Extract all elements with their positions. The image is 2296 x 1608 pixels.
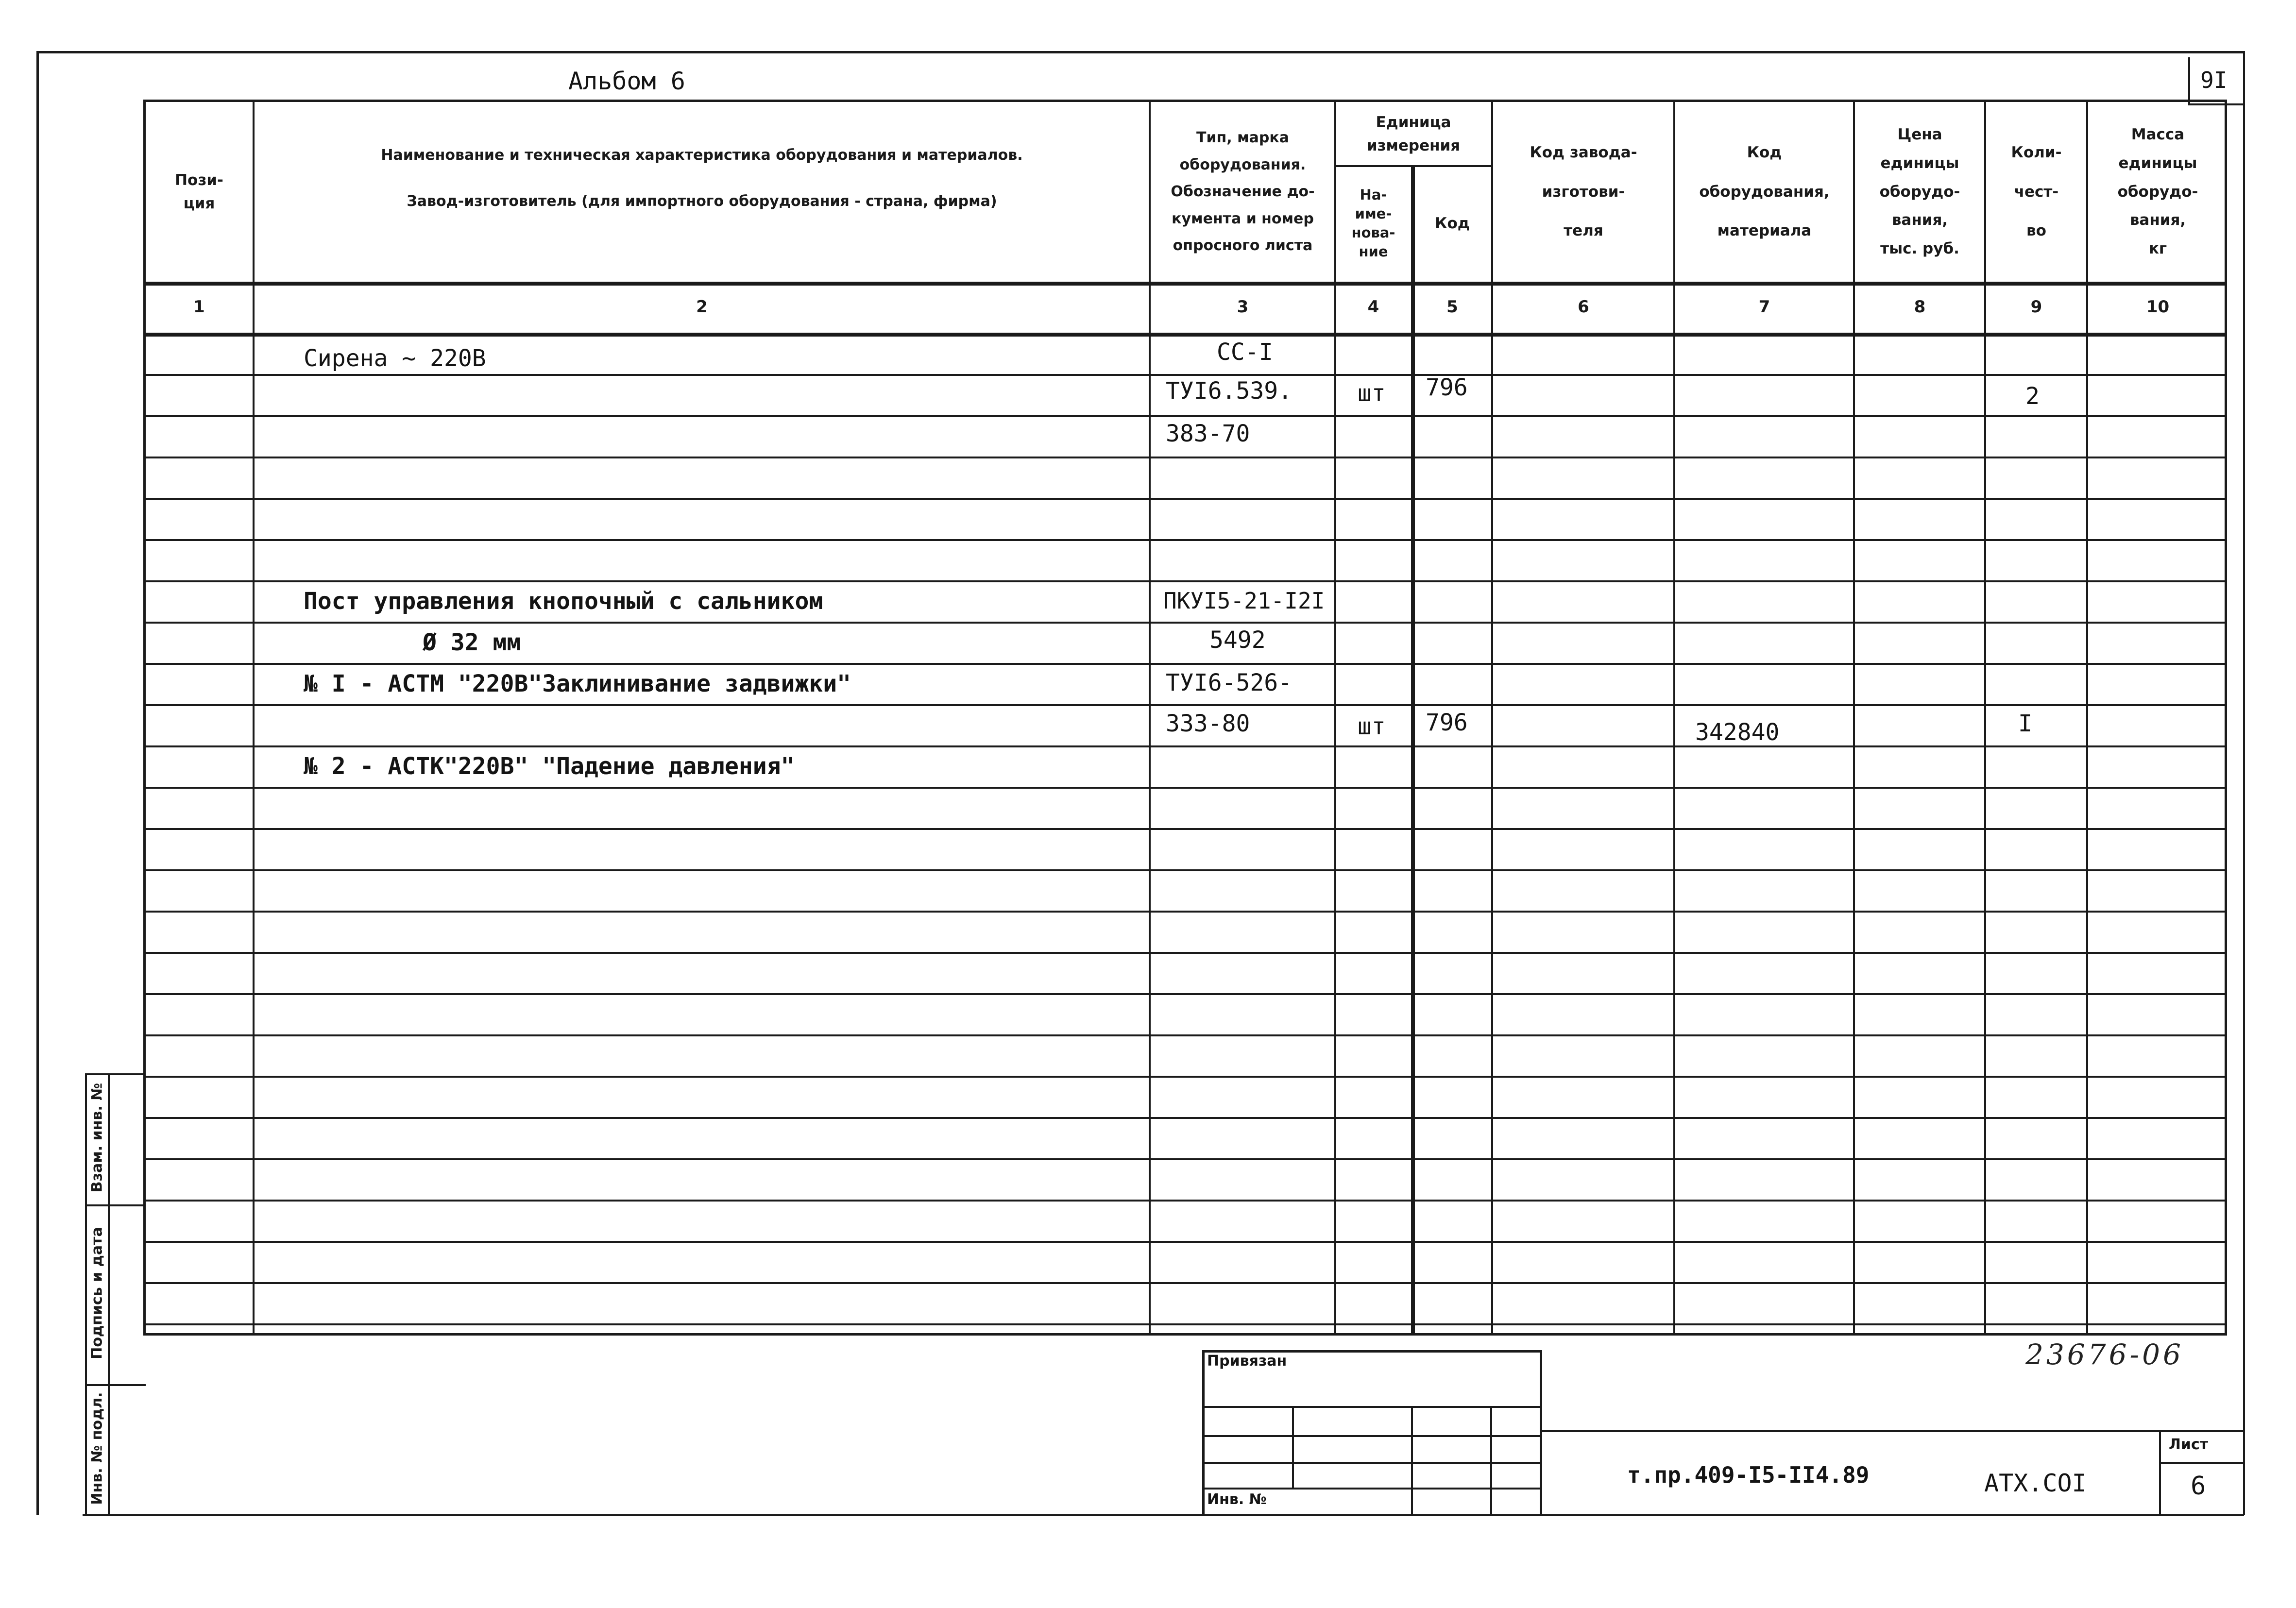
row11-name: № 2 - АСТК"220В" "Падение давления" <box>304 753 795 780</box>
row-line <box>143 1323 2227 1325</box>
row-line <box>143 828 2227 830</box>
header-position: Пози- ция <box>175 171 223 212</box>
header-price: Цена единицы оборудо- вания, тыс. руб. <box>1879 125 1960 258</box>
unit-subheader-line <box>1334 165 1491 167</box>
row7-name: Пост управления кнопочный с сальником <box>304 588 823 615</box>
row10-unit: шт <box>1358 713 1386 740</box>
colnum-3: 3 <box>1237 297 1249 317</box>
side-label-inv: Инв. № подл. <box>88 1392 106 1505</box>
row-line <box>143 869 2227 871</box>
row-line <box>143 374 2227 376</box>
sheet-number: 6 <box>2191 1472 2206 1501</box>
row-line <box>143 704 2227 706</box>
row1-type: СС-I <box>1217 339 1273 366</box>
row-line <box>143 1200 2227 1202</box>
row1-name: Сирена ~ 220В <box>304 345 486 372</box>
album-title: Альбом 6 <box>568 67 685 95</box>
sheet-label: Лист <box>2169 1436 2209 1453</box>
stamp-vline-2 <box>1411 1406 1413 1515</box>
row-line <box>143 1158 2227 1160</box>
colnum-4: 4 <box>1367 297 1379 317</box>
row10-equipment-code: 342840 <box>1695 719 1780 746</box>
side-label-vzam: Взам. инв. № <box>88 1083 106 1193</box>
doc-mark: АТХ.СОI <box>1984 1469 2087 1497</box>
header-manufacturer-code: Код завода- изготови- теля <box>1530 144 1637 240</box>
row8-type: 5492 <box>1209 626 1266 654</box>
row2-unit: шт <box>1358 380 1386 407</box>
row-line <box>143 580 2227 582</box>
row-line <box>143 663 2227 665</box>
header-unit-code: Код <box>1435 214 1470 232</box>
row3-type: 383-70 <box>1166 420 1250 447</box>
title-block-top <box>1542 1430 2244 1432</box>
header-name-a: Наименование и техническая характеристика оборудования и материалов. <box>381 146 1023 164</box>
stamp-vline-3 <box>1490 1406 1492 1515</box>
handwritten-number: 23676-06 <box>2025 1338 2184 1371</box>
header-unit-name: На- име- нова- ние <box>1351 186 1395 260</box>
colnum-9: 9 <box>2030 297 2042 317</box>
frame-right <box>2243 51 2245 1515</box>
colnum-1: 1 <box>193 297 205 317</box>
row-line <box>143 911 2227 913</box>
row-line <box>143 1241 2227 1243</box>
header-bottom-line <box>143 282 2227 286</box>
row-line <box>143 1117 2227 1119</box>
row-line <box>143 498 2227 500</box>
colnum-8: 8 <box>1914 297 1926 317</box>
row10-type: 333-80 <box>1166 710 1250 737</box>
header-name-b: Завод-изготовитель (для импортного оборудования - страна, фирма) <box>407 192 997 210</box>
row-line <box>143 993 2227 995</box>
row-line <box>143 622 2227 624</box>
row10-quantity: I <box>2018 710 2032 737</box>
sheet-cell-mid <box>2159 1462 2244 1464</box>
stamp-privyazan-label: Привязан <box>1207 1353 1287 1370</box>
row-line <box>143 415 2227 417</box>
row-line <box>143 1282 2227 1284</box>
row-line <box>143 787 2227 789</box>
colnum-5: 5 <box>1446 297 1458 317</box>
row-line <box>143 457 2227 458</box>
colnum-bottom-line <box>143 333 2227 337</box>
row10-unit-code: 796 <box>1426 709 1468 736</box>
row-line <box>143 539 2227 541</box>
header-unit: Единица измерения <box>1366 113 1461 154</box>
row7-type: ПКУI5-21-I2I <box>1163 588 1325 614</box>
row2-unit-code: 796 <box>1426 374 1468 401</box>
row2-quantity: 2 <box>2025 383 2040 410</box>
header-equipment-code: Код оборудования, материала <box>1699 144 1830 240</box>
row-line <box>143 952 2227 954</box>
side-label-podpis: Подпись и дата <box>88 1227 106 1359</box>
row2-type: ТУI6.539. <box>1166 377 1293 405</box>
colnum-6: 6 <box>1578 297 1589 317</box>
row-line <box>143 1076 2227 1078</box>
stamp-vline-1 <box>1292 1406 1294 1488</box>
binding-strip-divider <box>108 1073 110 1515</box>
colnum-10: 10 <box>2146 297 2170 317</box>
sheet-cell-left <box>2159 1430 2161 1515</box>
header-mass: Масса единицы оборудо- вания, кг <box>2117 125 2198 258</box>
doc-code: т.пр.409-I5-II4.89 <box>1627 1462 1870 1488</box>
header-type: Тип, марка оборудования. Обозначение до- кумента и номер опросного листа <box>1171 129 1315 254</box>
colnum-2: 2 <box>696 297 708 317</box>
row-line <box>143 1034 2227 1036</box>
colnum-7: 7 <box>1758 297 1770 317</box>
row9-type: ТУI6-526- <box>1166 669 1293 696</box>
page-number: 9I <box>2200 67 2228 93</box>
row8-name: Ø 32 мм <box>423 629 521 656</box>
row-line <box>143 745 2227 747</box>
frame-bottom <box>83 1514 2244 1516</box>
stamp-inv-label: Инв. № <box>1207 1491 1267 1508</box>
row9-name: № I - АСТМ "220В"Заклинивание задвижки" <box>304 670 851 697</box>
header-quantity: Коли- чест- во <box>2011 144 2062 240</box>
